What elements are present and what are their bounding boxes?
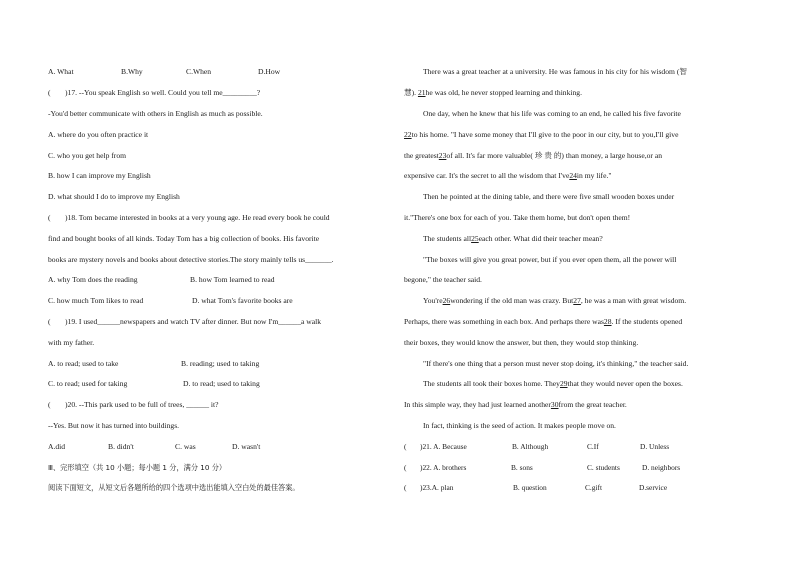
section-title: Ⅲ、完形填空（共 10 小题；每小题 1 分，满分 10 分） <box>48 462 227 472</box>
option-b: B. Although <box>512 441 549 451</box>
q18-options-cd <box>48 291 394 312</box>
blank-25: 25 <box>471 233 479 243</box>
option-b: B. didn't <box>108 441 134 451</box>
passage-text: from the great teacher. <box>558 400 627 410</box>
right-column <box>404 62 748 499</box>
passage-text: In this simple way, they had just learned another <box>404 400 551 410</box>
q17-option-d <box>48 187 394 208</box>
option-text: A. where do you often practice it <box>48 129 149 139</box>
option-c: C. was <box>175 441 196 451</box>
option-b: B. how Tom learned to read <box>190 275 275 285</box>
option-c: C. students <box>587 462 620 472</box>
passage-line <box>404 291 748 312</box>
q19-options-cd <box>48 374 394 395</box>
passage-text: that they would never open the boxes. <box>567 379 683 389</box>
q19-stem <box>48 312 394 333</box>
question-text: with my father. <box>48 337 95 347</box>
option-d: D. to read; used to taking <box>183 379 260 389</box>
blank-27: 27 <box>573 296 581 306</box>
q18-line3 <box>48 249 394 270</box>
blank-24: 24 <box>569 171 577 181</box>
option-text: D. what should I do to improve my English <box>48 192 180 202</box>
option-d: D.service <box>639 483 668 493</box>
q19-line2 <box>48 332 394 353</box>
passage-line: "The boxes will give you great power, but if you ever open them, all the power will <box>423 254 677 264</box>
passage-line <box>404 145 748 166</box>
option-c: C. to read; used for taking <box>48 379 128 389</box>
passage-text: to his home. "I have some money that I'll give to the poor in our city, but to you,I'll give <box>411 129 679 139</box>
blank-28: 28 <box>603 316 612 326</box>
option-d: D. wasn't <box>232 441 261 451</box>
q20-options <box>48 436 394 457</box>
q17-option-c <box>48 145 394 166</box>
option-d: D.How <box>258 67 281 77</box>
q21-options <box>404 436 748 457</box>
option-b: B. reading; used to taking <box>181 358 260 368</box>
passage-line <box>404 228 748 249</box>
passage-text: wondering if the old man was crazy. But <box>450 296 574 306</box>
blank-23: 23 <box>438 150 447 160</box>
option-a: A.did <box>48 441 66 451</box>
q18-stem <box>48 208 394 229</box>
question-text: )19. I used______newspapers and watch TV after dinner. But now I'm______a walk <box>65 316 322 326</box>
passage-line: it."There's one box for each of you. Take them home, but don't open them! <box>404 212 631 222</box>
passage-line <box>404 124 748 145</box>
option-d: D. Unless <box>640 441 670 451</box>
question-text: )18. Tom became interested in books at a very young age. He read every book he could <box>65 212 330 222</box>
blank-21: 21 <box>417 88 426 98</box>
passage-line <box>404 83 748 104</box>
option-c: C.When <box>186 67 212 77</box>
option-d: D. neighbors <box>642 462 681 472</box>
answer-paren: ( <box>48 316 51 326</box>
q17-stem <box>48 83 394 104</box>
option-a: )21. A. Because <box>420 441 467 451</box>
option-text: C. who you get help from <box>48 150 127 160</box>
section-instruction: 阅读下面短文，从短文后各题所给的四个选项中选出能填入空白处的最佳答案。 <box>48 483 300 493</box>
passage-text: , he was a man with great wisdom. <box>580 296 687 306</box>
passage-line: their boxes, they would know the answer, but then, they would stop thinking. <box>404 337 639 347</box>
q17-line2 <box>48 104 394 125</box>
passage-text: expensive car. It's the secret to all the wisdom that I've <box>404 171 570 181</box>
passage-text: in my life." <box>576 171 612 181</box>
answer-paren: ( <box>48 400 51 410</box>
passage-text: he was old, he never stopped learning and thinking. <box>425 88 583 98</box>
option-c: C.gift <box>585 483 603 493</box>
option-a: A. to read; used to take <box>48 358 119 368</box>
question-text: books are mystery novels and books about detective stories.The story mainly tells us_______. <box>48 254 334 264</box>
passage-text: each other. What did their teacher mean? <box>478 233 603 243</box>
answer-paren: ( <box>48 88 51 98</box>
passage-text: The students all <box>423 233 472 243</box>
question-text: find and bought books of all kinds. Today Tom has a big collection of books. His favorite <box>48 233 320 243</box>
blank-29: 29 <box>559 379 568 389</box>
option-text: B. how I can improve my English <box>48 171 151 181</box>
option-b: B.Why <box>121 67 143 77</box>
answer-paren: ( <box>404 483 407 493</box>
passage-line <box>404 374 748 395</box>
answer-paren: ( <box>404 441 407 451</box>
q20-stem <box>48 395 394 416</box>
q16-options <box>48 62 394 83</box>
passage-line: Then he pointed at the dining table, and there were five small wooden boxes under <box>423 192 675 202</box>
question-text: )20. --This park used to be full of trees, ______ it? <box>65 400 219 410</box>
blank-30: 30 <box>550 400 559 410</box>
passage-text: of all. It's far more valuable( 珍 贵 的) than money, a large house,or an <box>446 150 662 160</box>
q19-options-ab <box>48 353 394 374</box>
q17-option-b <box>48 166 394 187</box>
option-a: )22. A. brothers <box>420 462 467 472</box>
passage-text: Perhaps, there was something in each box. And perhaps there was <box>404 316 604 326</box>
blank-22: 22 <box>404 129 412 139</box>
blank-26: 26 <box>442 296 451 306</box>
q23-options <box>404 478 748 499</box>
option-a: A. why Tom does the reading <box>48 275 138 285</box>
passage-line: In fact, thinking is the seed of action. It makes people move on. <box>423 420 616 430</box>
question-text: -You'd better communicate with others in English as much as possible. <box>48 108 263 118</box>
option-d: D. what Tom's favorite books are <box>192 296 293 306</box>
option-c: C.If <box>587 441 599 451</box>
passage-text: The students all took their boxes home. They <box>423 379 560 389</box>
question-text: )17. --You speak English so well. Could you tell me_________? <box>65 88 261 98</box>
q18-line2 <box>48 228 394 249</box>
q22-options <box>404 457 748 478</box>
answer-paren: ( <box>48 212 51 222</box>
q18-options-ab <box>48 270 394 291</box>
passage-line <box>404 166 748 187</box>
passage-line <box>404 312 748 333</box>
left-column <box>48 62 394 499</box>
passage-line: One day, when he knew that his life was coming to an end, he called his five favorite <box>423 108 681 118</box>
question-text: --Yes. But now it has turned into buildings. <box>48 420 180 430</box>
option-b: B. sons <box>511 462 533 472</box>
passage-text: the greatest <box>404 150 439 160</box>
answer-paren: ( <box>404 462 407 472</box>
q17-option-a <box>48 124 394 145</box>
passage-text: 慧). <box>404 88 417 98</box>
option-b: B. question <box>513 483 547 493</box>
passage-line: "If there's one thing that a person must never stop doing, it's thinking," the teacher said. <box>423 358 689 368</box>
option-c: C. how much Tom likes to read <box>48 296 144 306</box>
q20-line2 <box>48 416 394 437</box>
passage-text: You're <box>423 296 443 306</box>
passage-line: begone," the teacher said. <box>404 275 482 285</box>
option-a: )23.A. plan <box>420 483 454 493</box>
passage-line <box>404 395 748 416</box>
passage-text: . If the students opened <box>611 316 683 326</box>
option-a: A. What <box>48 67 74 77</box>
passage-line: There was a great teacher at a university. He was famous in his city for his wisdom (智 <box>423 67 687 77</box>
